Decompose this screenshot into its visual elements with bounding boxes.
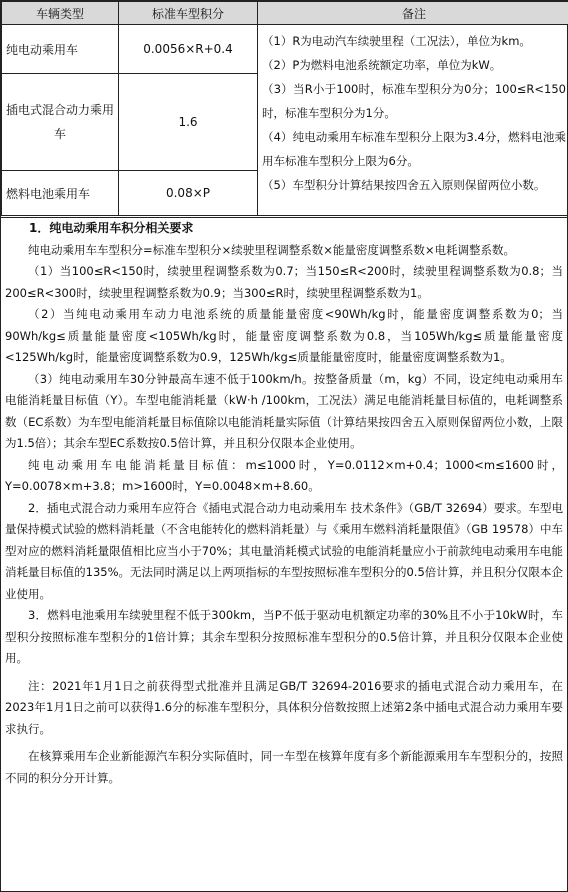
- paragraph: （3）纯电动乘用车30分钟最高车速不低于100km/h。按整备质量（m，kg）不同，设定纯电动乘用车电能消耗量目标值（Y）。车型电能消耗量（kW·h /100km，工况法）满足电能消耗量目标值的，电耗调整系数（EC系数）为车型电能消耗量目标值除以电能消耗量实际值（计算结果按四舍五入原则保留两位小数，上限为1.5倍）；其余车型EC系数按0.5倍计算，并且积分仅限本企业使用。: [5, 371, 563, 450]
- notes-cell: [258, 25, 568, 216]
- vehicle-type-cell: 燃料电池乘用车: [2, 171, 119, 216]
- vehicle-type-cell: 纯电动乘用车: [2, 25, 119, 74]
- paragraph: 在核算乘用车企业新能源汽车积分实际值时，同一车型在核算年度有多个新能源乘用车车型积分的，按照不同的积分分开计算。: [5, 749, 563, 785]
- note-item: （5）车型积分计算结果按四舍五入原则保留两位小数。: [262, 178, 546, 192]
- paragraph: 3．燃料电池乘用车续驶里程不低于300km，当P不低于驱动电机额定功率的30%且不小于10kW时，车型积分按照标准车型积分的1倍计算；其余车型积分按照标准车型积分的0.5倍计算，并且积分仅限本企业使用。: [5, 608, 563, 665]
- table-row: [2, 25, 568, 74]
- section-title: 1．纯电动乘用车积分相关要求: [29, 221, 194, 235]
- note-item: （1）R为电动汽车续驶里程（工况法），单位为km。: [262, 34, 531, 48]
- note-item: （3）当R小于100时，标准车型积分为0分；100≤R<150时，标准车型积分为1分。: [262, 82, 566, 120]
- score-cell: 0.0056×R+0.4: [119, 25, 258, 74]
- requirements-text: [1, 217, 567, 789]
- vehicle-type-cell: 插电式混合动力乘用车: [2, 74, 119, 171]
- table-header-row: [2, 2, 568, 25]
- score-table: [1, 1, 568, 216]
- header-vehicle-type: 车辆类型: [2, 2, 119, 25]
- paragraph: 2．插电式混合动力乘用车应符合《插电式混合动力电动乘用车 技术条件》（GB/T 32694）要求。车型电量保持模式试验的燃料消耗量（不含电能转化的燃料消耗量）与《乘用车燃料消耗量限值》（GB 19578）中车型对应的燃料消耗量限值相比应当小于70%；其电量消耗模式试验的电能消耗量应小于前款纯电动乘用车电能消耗量目标值的135%。无法同时满足以上两项指标的车型按照标准车型积分的0.5倍计算，并且积分仅限本企业使用。: [5, 500, 563, 601]
- paragraph: 纯电动乘用车电能消耗量目标值：m≤1000时，Y=0.0112×m+0.4；1000<m≤1600时，Y=0.0078×m+3.8；m>1600时，Y=0.0048×m+8.60。: [5, 457, 563, 493]
- header-standard-score: 标准车型积分: [119, 2, 258, 25]
- paragraph: （1）当100≤R<150时，续驶里程调整系数为0.7；当150≤R<200时，续驶里程调整系数为0.8；当200≤R<300时，续驶里程调整系数为0.9；当300≤R时，续驶里程调整系数为1。: [5, 264, 563, 300]
- note-paragraph: 注：2021年1月1日之前获得型式批准并且满足GB/T 32694-2016要求的插电式混合动力乘用车，在2023年1月1日之前可以获得1.6分的标准车型积分，具体积分倍数按照上述第2条中插电式混合动力乘用车要求执行。: [5, 678, 563, 736]
- paragraph: 纯电动乘用车车型积分=标准车型积分×续驶里程调整系数×能量密度调整系数×电耗调整系数。: [28, 242, 516, 257]
- header-notes: 备注: [258, 2, 568, 25]
- note-item: （4）纯电动乘用车标准车型积分上限为3.4分，燃料电池乘用车标准车型积分上限为6分。: [262, 130, 566, 168]
- score-cell: 0.08×P: [119, 171, 258, 216]
- paragraph: （2）当纯电动乘用车动力电池系统的质量能量密度<90Wh/kg时，能量密度调整系数为0；当90Wh/kg≤质量能量密度<105Wh/kg时，能量密度调整系数为0.8，当105Wh/kg≤质量能量密度<125Wh/kg时，能量密度调整系数为0.9，125Wh/kg≤质量能量密度时，能量密度调整系数为1。: [5, 307, 563, 364]
- score-cell: 1.6: [119, 74, 258, 171]
- note-item: （2）P为燃料电池系统额定功率，单位为kW。: [262, 58, 502, 72]
